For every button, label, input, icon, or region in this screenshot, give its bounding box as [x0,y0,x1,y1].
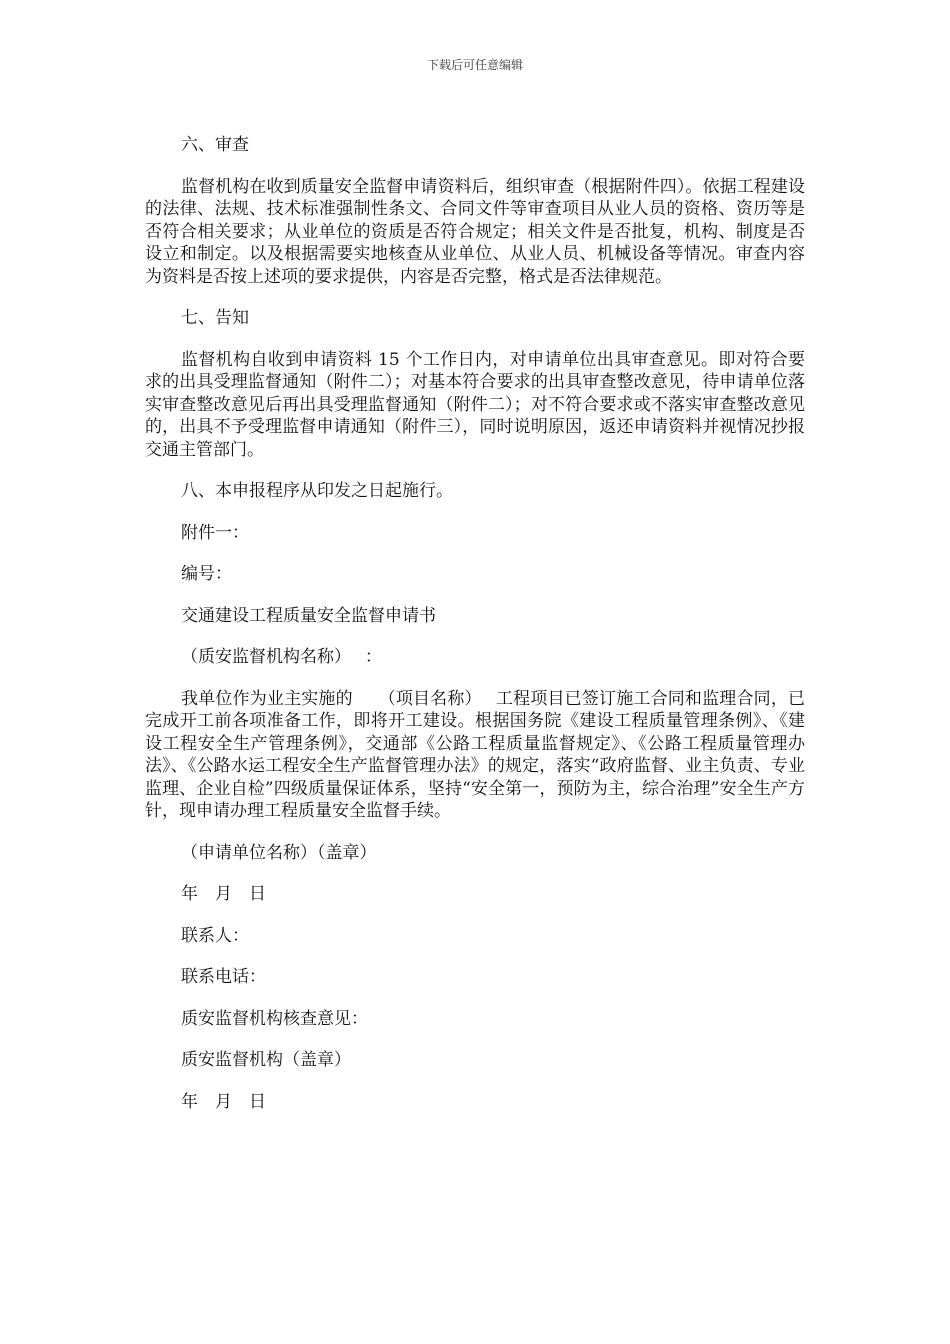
date-line-2: 年 月 日 [181,1091,266,1112]
applicant-seal-line: （申请单位名称）（盖章） [181,842,377,863]
section-6-heading: 六、审查 [181,135,249,155]
section-6-paragraph: 监督机构在收到质量安全监督申请资料后，组织审查（根据附件四）。依据工程建设的法律、法规、技术标准强制性条文、合同文件等审查项目从业人员的资格、资历等是否符合相关要求；从业单位的资质是否符合规定；相关文件是否批复，机构、制度是否设立和制定。以及根据需要实地核查从业单位、从业人员、机械设备等情况。审查内容为资料是否按上述项的要求提供，内容是否完整，格式是否法律规范。 [145,176,805,287]
number-label: 编号： [181,564,232,584]
date-line-1: 年 月 日 [181,884,266,904]
contact-phone-line: 联系电话： [181,967,266,987]
form-title: 交通建设工程质量安全监督申请书 [181,605,436,626]
application-paragraph: 我单位作为业主实施的 （项目名称） 工程项目已签订施工合同和监理合同，已完成开工前各项准备工作，即将开工建设。根据国务院《建设工程质量管理条例》、《建设工程安全生产管理条例》，交通部《公路工程质量监督规定》、《公路工程质量管理办法》、《公路水运工程安全生产监督管理办法》的规定，落实“政府监督、业主负责、专业监理、企业自检”四级质量保证体系，坚持“安全第一，预防为主，综合治理”安全生产方针，现申请办理工程质量安全监督手续。 [145,688,805,821]
review-opinion-line: 质安监督机构核查意见： [181,1008,368,1029]
section-8-heading: 八、本申报程序从印发之日起施行。 [181,481,453,501]
section-7-paragraph: 监督机构自收到申请资料 15 个工作日内，对申请单位出具审查意见。即对符合要求的出具受理监督通知（附件二）；对基本符合要求的出具审查整改意见，待申请单位落实审查整改意见后再出具受理监督通知（附件二）；对不符合要求或不落实审查整改意见的，出具不予受理监督申请通知（附件三），同时说明原因，返还申请资料并视情况抄报交通主管部门。 [145,349,805,460]
header-note: 下载后可任意编辑 [426,58,523,72]
section-7-heading: 七、告知 [181,308,249,328]
agency-seal-line: 质安监督机构（盖章） [181,1050,351,1070]
recipient-line: （质安监督机构名称） ： [181,647,382,667]
document-body [145,134,805,1132]
contact-person-line: 联系人： [181,925,249,946]
attachment-label: 附件一： [181,522,249,543]
